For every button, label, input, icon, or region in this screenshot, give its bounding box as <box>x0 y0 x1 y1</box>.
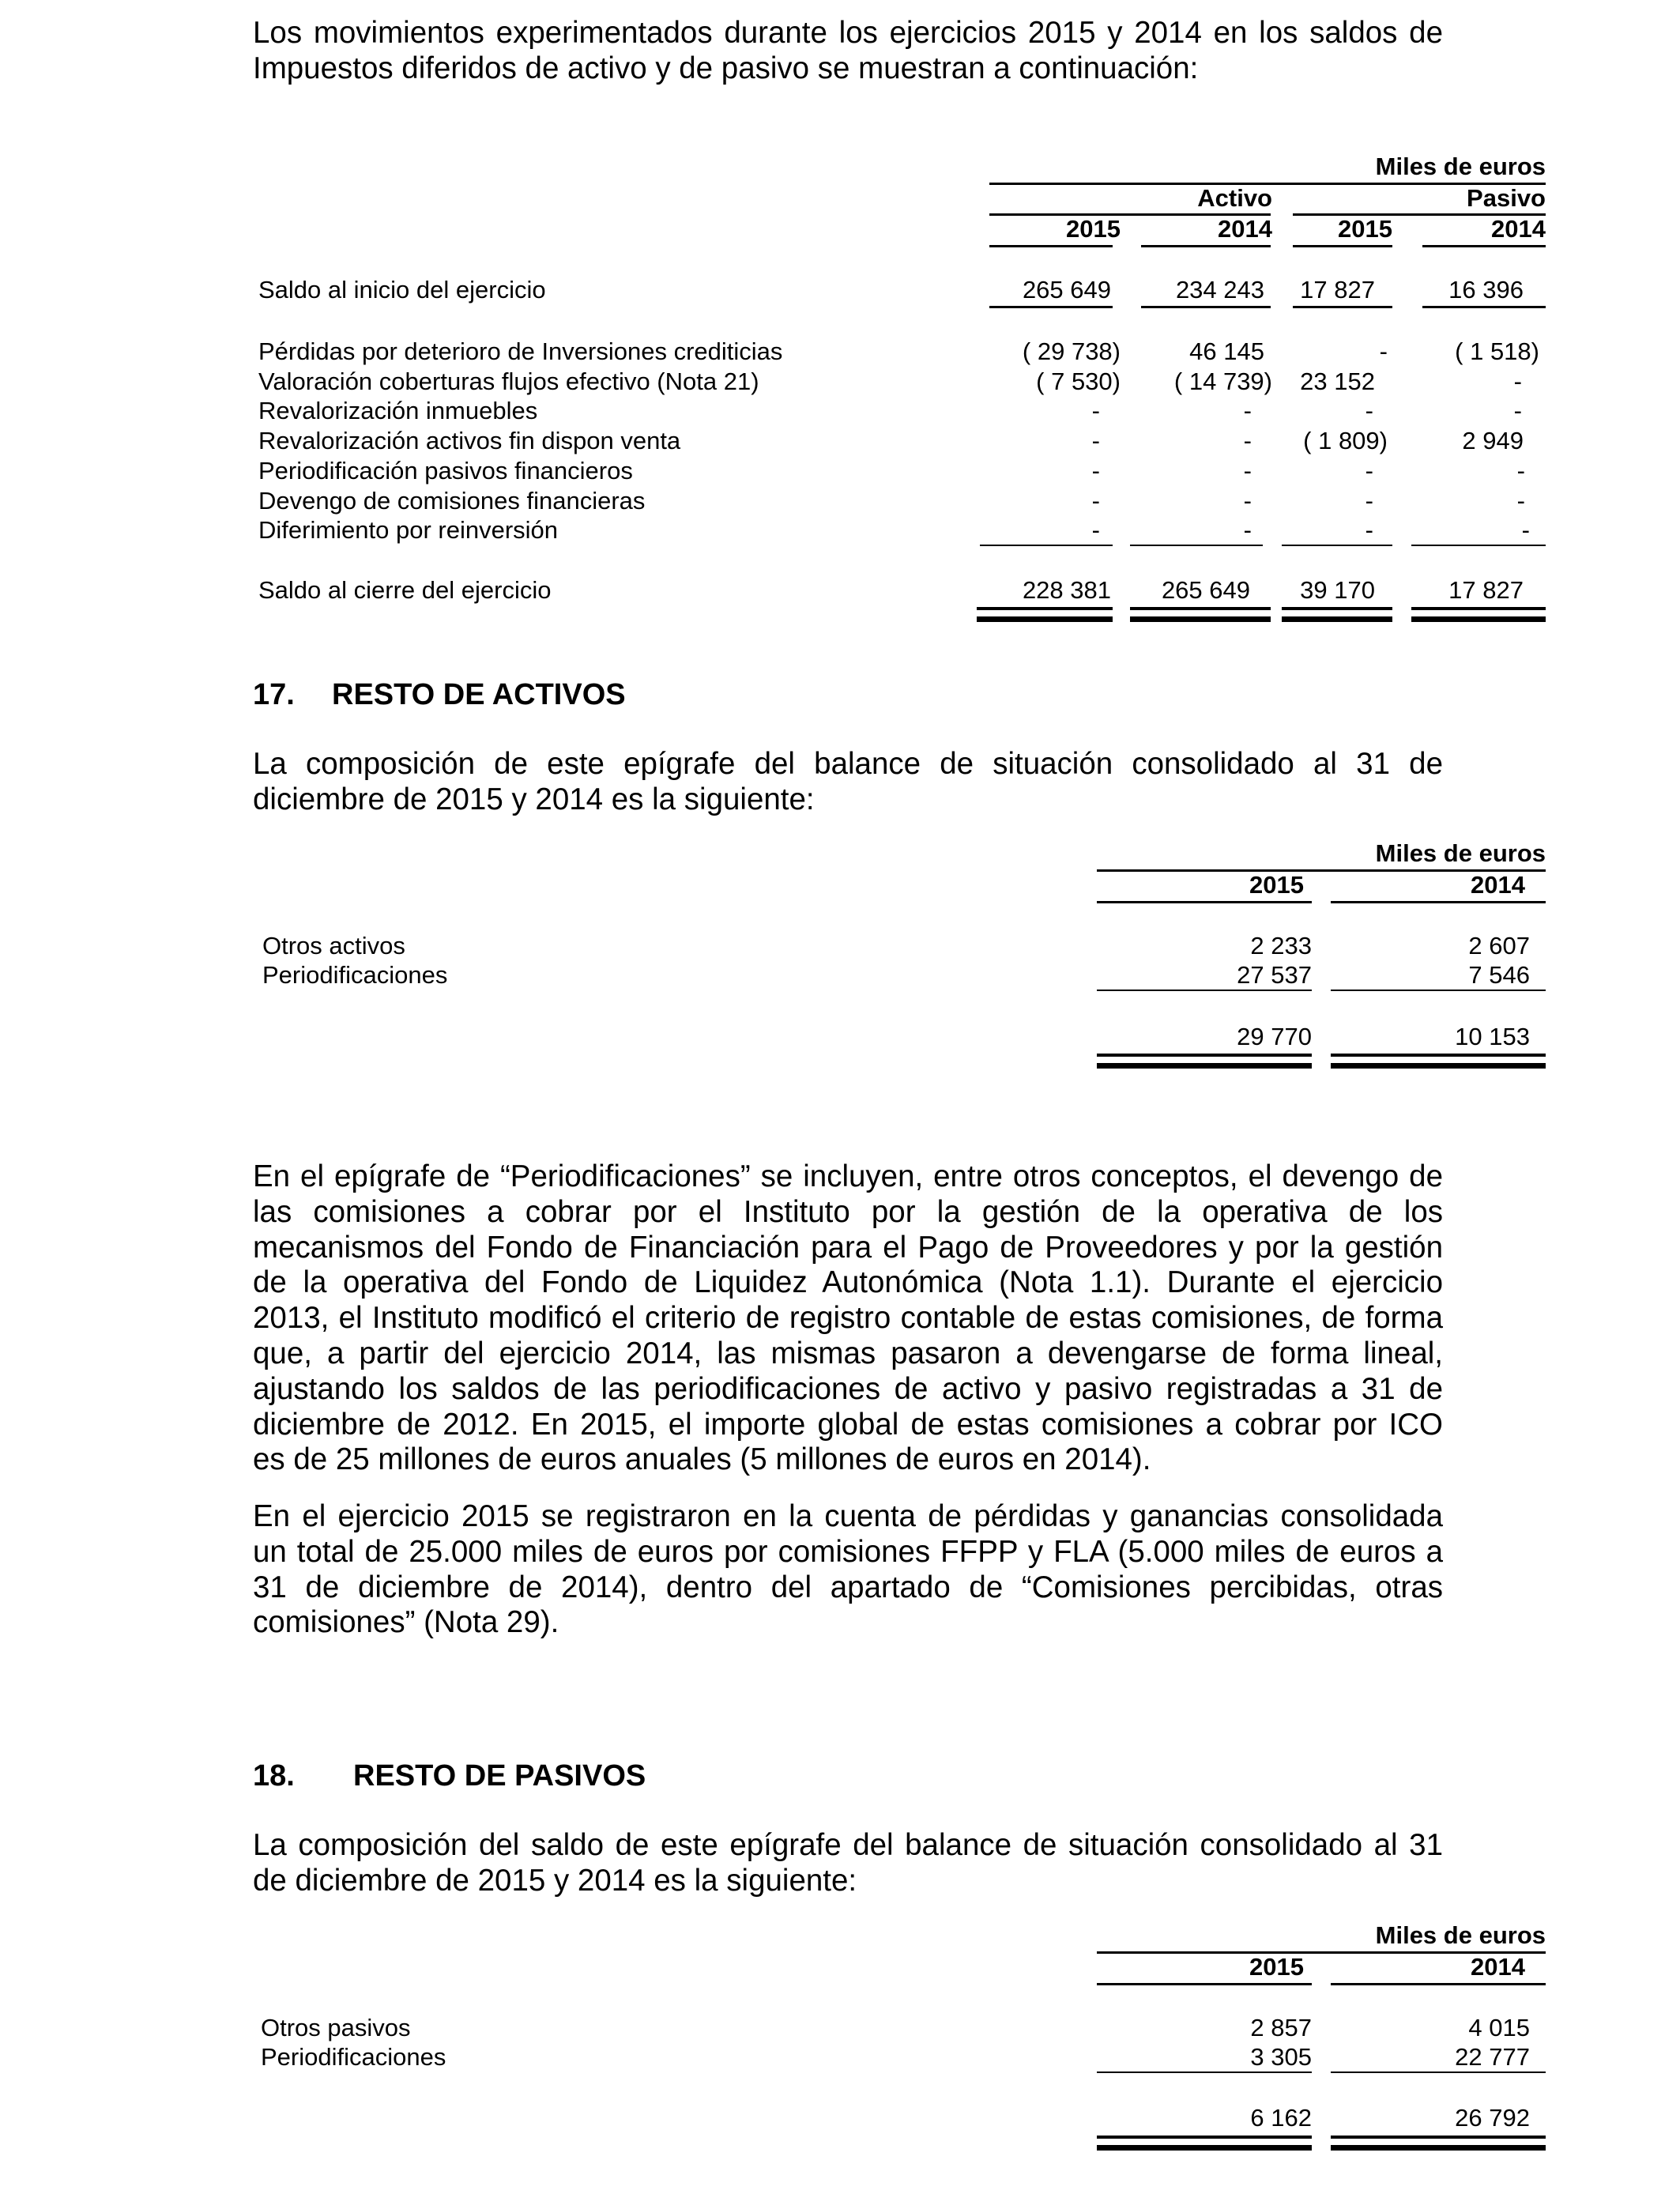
row-value: 22 777 <box>1455 2043 1530 2071</box>
text-line: En el ejercicio 2015 se registraron en la cuenta de pérdidas y ganancias consolidada <box>253 1499 1443 1533</box>
table-subtotal-rule <box>1097 990 1312 991</box>
row-value: 17 827 <box>1448 576 1524 604</box>
intro-line: Impuestos diferidos de activo y de pasivo se muestran a continuación: <box>253 51 1199 85</box>
table1-year-header: 2014 <box>1491 215 1546 243</box>
table-total-rule <box>1331 2136 1546 2139</box>
row-value: - <box>1243 427 1252 454</box>
row-value: 7 546 <box>1468 961 1530 989</box>
total-value: 6 162 <box>1250 2104 1312 2132</box>
table1-total-rule <box>1130 616 1271 622</box>
text-line: un total de 25.000 miles de euros por comisiones FFPP y FLA (5.000 miles de euros a <box>253 1534 1443 1569</box>
table1-header-rule <box>1293 245 1392 247</box>
row-value: - <box>1365 487 1373 515</box>
row-value: ( 1 518) <box>1455 337 1539 365</box>
row-value: - <box>1365 457 1373 484</box>
row-value: - <box>1513 368 1522 395</box>
row-label: Pérdidas por deterioro de Inversiones crediticias <box>258 337 783 365</box>
row-value: 265 649 <box>1161 576 1250 604</box>
text-line: En el epígrafe de “Periodificaciones” se incluyen, entre otros conceptos, el devengo de <box>253 1159 1443 1193</box>
row-label: Saldo al cierre del ejercicio <box>258 576 552 604</box>
table-subtotal-rule <box>1331 2071 1546 2073</box>
table1-total-rule <box>977 616 1113 622</box>
row-value: ( 1 809) <box>1303 427 1388 454</box>
row-label: Valoración coberturas flujos efectivo (Nota 21) <box>258 368 759 395</box>
text-line: las comisiones a cobrar por el Instituto por la gestión de la operativa de los <box>253 1194 1443 1229</box>
table-subtotal-rule <box>1331 990 1546 991</box>
row-value: - <box>1513 397 1522 424</box>
table1-opening-rule <box>1293 306 1392 308</box>
section-title: RESTO DE ACTIVOS <box>332 678 626 711</box>
row-label: Diferimiento por reinversión <box>258 516 559 544</box>
table-unit-header: Miles de euros <box>1375 1921 1546 1949</box>
text-line: 2013, el Instituto modificó el criterio de registro contable de estas comisiones, de forma <box>253 1301 1443 1336</box>
table-year-header: 2015 <box>1249 871 1304 899</box>
table-total-rule <box>1097 1063 1312 1069</box>
intro-paragraph <box>253 16 1443 87</box>
table1-total-rule <box>977 607 1113 610</box>
table1-subtotal-rule <box>1282 545 1392 546</box>
row-value: ( 7 530) <box>1036 368 1121 395</box>
table-subtotal-rule <box>1097 2071 1312 2073</box>
section17-paragraph <box>253 1159 1443 1478</box>
row-value: 4 015 <box>1468 2014 1530 2041</box>
row-value: ( 29 738) <box>1022 337 1121 365</box>
row-label: Periodificación pasivos financieros <box>258 457 633 484</box>
table1-header-rule <box>1141 245 1271 247</box>
row-value: - <box>1243 397 1252 424</box>
table1-header-rule <box>989 245 1113 247</box>
table-total-rule <box>1331 1054 1546 1057</box>
table-total-rule <box>1331 2145 1546 2151</box>
table1-opening-rule <box>1422 306 1546 308</box>
row-value: 17 827 <box>1300 276 1375 303</box>
text-line: diciembre de 2015 y 2014 es la siguiente: <box>253 782 815 816</box>
row-value: 228 381 <box>1022 576 1111 604</box>
text-line: de diciembre de 2015 y 2014 es la siguiente: <box>253 1863 857 1898</box>
table-year-header: 2015 <box>1249 1953 1304 1981</box>
table-header-rule <box>1097 901 1312 903</box>
table1-group-activo: Activo <box>1197 184 1272 212</box>
table-total-rule <box>1331 1063 1546 1069</box>
text-line: que, a partir del ejercicio 2014, las mismas pasaron a devengarse de forma lineal, <box>253 1336 1443 1370</box>
intro-line: Los movimientos experimentados durante los ejercicios 2015 y 2014 en los saldos de <box>253 16 1443 50</box>
table-header-rule <box>1331 1983 1546 1985</box>
row-value: - <box>1091 457 1100 484</box>
table1-subtotal-rule <box>1130 545 1263 546</box>
row-value: 2 949 <box>1462 427 1524 454</box>
row-value: 2 607 <box>1468 932 1530 959</box>
row-label: Saldo al inicio del ejercicio <box>258 276 546 303</box>
row-value: - <box>1091 397 1100 424</box>
row-label: Revalorización activos fin dispon venta <box>258 427 681 454</box>
table1-opening-rule <box>989 306 1113 308</box>
row-value: ( 14 739) <box>1173 368 1272 395</box>
row-value: 39 170 <box>1300 576 1375 604</box>
table1-year-header: 2015 <box>1338 215 1392 243</box>
row-value: 16 396 <box>1448 276 1524 303</box>
row-value: 234 243 <box>1175 276 1264 303</box>
row-value: 23 152 <box>1300 368 1375 395</box>
row-value: - <box>1091 487 1100 515</box>
text-line: comisiones” (Nota 29). <box>253 1605 559 1640</box>
row-value: - <box>1516 487 1525 515</box>
row-value: - <box>1516 457 1525 484</box>
total-value: 10 153 <box>1455 1023 1530 1050</box>
table-total-rule <box>1097 1054 1312 1057</box>
section17-paragraph <box>253 1499 1443 1641</box>
section-number: 18. <box>253 1759 295 1793</box>
row-label: Revalorización inmuebles <box>258 397 538 424</box>
text-line: es de 25 millones de euros anuales (5 millones de euros en 2014). <box>253 1442 1151 1477</box>
row-label: Otros pasivos <box>261 2014 411 2041</box>
table-total-rule <box>1097 2145 1312 2151</box>
table-year-header: 2014 <box>1471 1953 1525 1981</box>
section-title: RESTO DE PASIVOS <box>353 1759 646 1793</box>
row-label: Periodificaciones <box>261 2043 446 2071</box>
section-number: 17. <box>253 678 295 711</box>
table1-opening-rule <box>1141 306 1271 308</box>
table1-group-pasivo: Pasivo <box>1467 184 1546 212</box>
row-value: 3 305 <box>1250 2043 1312 2071</box>
text-line: La composición del saldo de este epígrafe del balance de situación consolidado al 31 <box>253 1828 1443 1862</box>
row-value: - <box>1091 516 1100 544</box>
table1-total-rule <box>1282 616 1392 622</box>
row-value: - <box>1365 397 1373 424</box>
section17-intro <box>253 747 1443 818</box>
total-value: 29 770 <box>1237 1023 1312 1050</box>
text-line: diciembre de 2012. En 2015, el importe global de estas comisiones a cobrar por ICO <box>253 1407 1443 1442</box>
row-label: Periodificaciones <box>262 961 448 989</box>
table1-header-rule <box>1422 245 1546 247</box>
table1-year-header: 2015 <box>1066 215 1121 243</box>
row-value: - <box>1379 337 1388 365</box>
row-value: - <box>1365 516 1373 544</box>
text-line: La composición de este epígrafe del balance de situación consolidado al 31 de <box>253 747 1443 781</box>
table1-total-rule <box>1282 607 1392 610</box>
row-value: 46 145 <box>1189 337 1264 365</box>
table-unit-header: Miles de euros <box>1375 839 1546 867</box>
section18-intro <box>253 1828 1443 1899</box>
table1-unit-header: Miles de euros <box>1375 153 1546 180</box>
total-value: 26 792 <box>1455 2104 1530 2132</box>
row-value: 2 857 <box>1250 2014 1312 2041</box>
row-value: - <box>1521 516 1530 544</box>
row-label: Devengo de comisiones financieras <box>258 487 646 515</box>
row-value: - <box>1243 516 1252 544</box>
row-value: 265 649 <box>1022 276 1111 303</box>
row-value: - <box>1243 457 1252 484</box>
row-label: Otros activos <box>262 932 405 959</box>
text-line: 31 de diciembre de 2014), dentro del apartado de “Comisiones percibidas, otras <box>253 1570 1443 1604</box>
row-value: 2 233 <box>1250 932 1312 959</box>
text-line: mecanismos del Fondo de Financiación para el Pago de Proveedores y por la gestión <box>253 1230 1443 1265</box>
table1-total-rule <box>1411 607 1546 610</box>
row-value: - <box>1243 487 1252 515</box>
table1-total-rule <box>1411 616 1546 622</box>
text-line: ajustando los saldos de las periodificaciones de activo y pasivo registradas a 31 de <box>253 1371 1443 1406</box>
table-year-header: 2014 <box>1471 871 1525 899</box>
row-value: 27 537 <box>1237 961 1312 989</box>
table1-subtotal-rule <box>980 545 1113 546</box>
row-value: - <box>1091 427 1100 454</box>
table-header-rule <box>1331 901 1546 903</box>
table-total-rule <box>1097 2136 1312 2139</box>
table1-subtotal-rule <box>1411 545 1546 546</box>
table1-total-rule <box>1130 607 1271 610</box>
table1-year-header: 2014 <box>1218 215 1272 243</box>
table-header-rule <box>1097 1983 1312 1985</box>
text-line: de la operativa del Fondo de Liquidez Autonómica (Nota 1.1). Durante el ejercicio <box>253 1265 1443 1300</box>
